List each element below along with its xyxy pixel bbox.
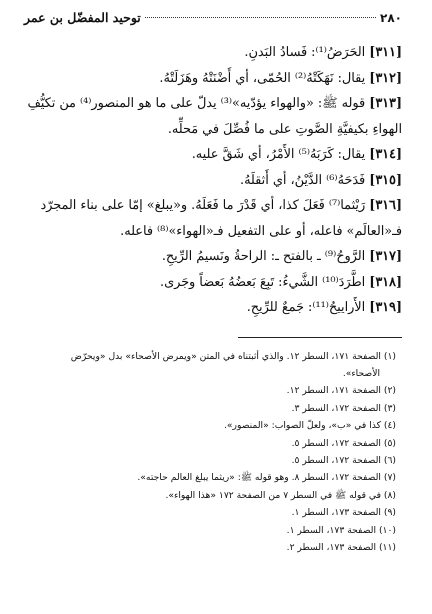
entry-text: قوله ﷺ: «والهواء يؤدّيه»⁽³⁾ يدلّ على ما هو المنصور⁽⁴⁾ من تكيُّفِ xyxy=(27,96,366,111)
glossary-entry xyxy=(24,270,402,296)
footnote: (١٠) الصفحة ١٧٣، السطر ١. xyxy=(286,524,396,536)
glossary-entry xyxy=(24,142,402,168)
glossary-entry xyxy=(24,40,402,66)
glossary-entry xyxy=(24,295,402,321)
footnote: (٦) الصفحة ١٧٢، السطر ٥. xyxy=(291,454,396,466)
glossary-entry xyxy=(24,168,402,194)
entry-text: فَدَحَهُ⁽⁶⁾ الدَّيْنُ، أي أَثقلَهُ. xyxy=(240,172,366,188)
entry-number: [٣١٤] xyxy=(369,147,402,162)
footnotes xyxy=(24,348,402,557)
footnote: (١) الصفحة ١٧١، السطر ١٢. والذي أثبتناه في المتن «ويمرض الأصحاء» بدل «ويحرّض xyxy=(70,350,396,362)
entry-text: يقال: كَرَبَهُ⁽⁵⁾ الأَمْرُ، أي شَقَّ عليه. xyxy=(191,147,366,162)
entry-text: رَيْثما⁽⁷⁾ فَعَلَ كذا، أي قَدْرَ ما فَعَلَهُ. و«يبلغ» إمّا على بناء المجرّد xyxy=(40,198,366,213)
entry-text: فـ«العالَم» فاعله، أو على التفعيل فـ«الهواء»⁽⁸⁾ فاعله. xyxy=(120,223,402,239)
entry-text: الأَراييحُ⁽¹¹⁾: جَمعٌ للرِّيحِ. xyxy=(246,300,366,315)
entry-text: الرَّوحُ⁽⁹⁾ ـ بالفتح ـ: الراحةُ ونَسيمُ الرِّيحِ. xyxy=(161,249,366,264)
entry-number: [٣١٧] xyxy=(369,249,402,264)
header-dotted-leader xyxy=(145,17,376,18)
entry-text: يقال: نَهَكَتْهُ⁽²⁾ الحُمّى، أي أَضْنَتْهُ وهَزَلَتْهُ. xyxy=(159,70,366,86)
footnote: (٩) الصفحة ١٧٣، السطر ١. xyxy=(291,507,396,519)
glossary-entry-continuation xyxy=(24,117,402,143)
footnote: (٢) الصفحة ١٧١، السطر ١٢. xyxy=(286,385,396,397)
entry-number: [٣١٣] xyxy=(369,96,402,111)
footnote: الأصحاء». xyxy=(342,367,380,379)
entry-text: اطَّرَدَ⁽¹⁰⁾ الشَّيءُ: تَبِعَ بَعضُهُ بَعضاً وجَرى. xyxy=(160,274,366,290)
footnote: (٧) الصفحة ١٧٢، السطر ٨. وهو قوله ﷺ: «ريثما يبلغ العالم حاجته». xyxy=(137,472,396,484)
footnote: (٤) كذا في «ب»، ولعلّ الصواب: «المنصور». xyxy=(223,420,396,432)
running-header xyxy=(24,10,402,34)
footnote-separator xyxy=(238,337,402,338)
glossary-entry xyxy=(24,66,402,92)
entry-number: [٣١٥] xyxy=(369,172,402,188)
entry-text: الهواءِ بكيفيَّةِ الصَّوتِ على ما فُصِّلَ في مَحلِّه. xyxy=(167,121,402,137)
glossary-entry xyxy=(24,193,402,219)
glossary-entries xyxy=(24,40,402,321)
entry-text: الحَرَضُ⁽¹⁾: فَسادُ البَدنِ. xyxy=(244,45,366,60)
entry-number: [٣١٨] xyxy=(369,274,402,290)
glossary-entry-continuation xyxy=(24,219,402,245)
footnote: (٨) في قوله ﷺ في السطر ٧ من الصفحة ١٧٢ «هذا الهواء». xyxy=(165,489,396,501)
footnote: (١١) الصفحة ١٧٣، السطر ٢. xyxy=(286,541,396,553)
page-number: ٢٨٠ xyxy=(380,11,402,25)
entry-number: [٣١١] xyxy=(369,45,402,60)
entry-number: [٣١٦] xyxy=(369,198,402,213)
entry-number: [٣١٩] xyxy=(369,300,402,315)
footnote: (٣) الصفحة ١٧٢، السطر ٣. xyxy=(291,402,396,414)
footnote: (٥) الصفحة ١٧٢، السطر ٥. xyxy=(291,437,396,449)
book-title: توحيد المفضّل بن عمر xyxy=(24,10,141,25)
glossary-entry xyxy=(24,91,402,117)
glossary-entry xyxy=(24,244,402,270)
entry-number: [٣١٢] xyxy=(369,70,402,86)
